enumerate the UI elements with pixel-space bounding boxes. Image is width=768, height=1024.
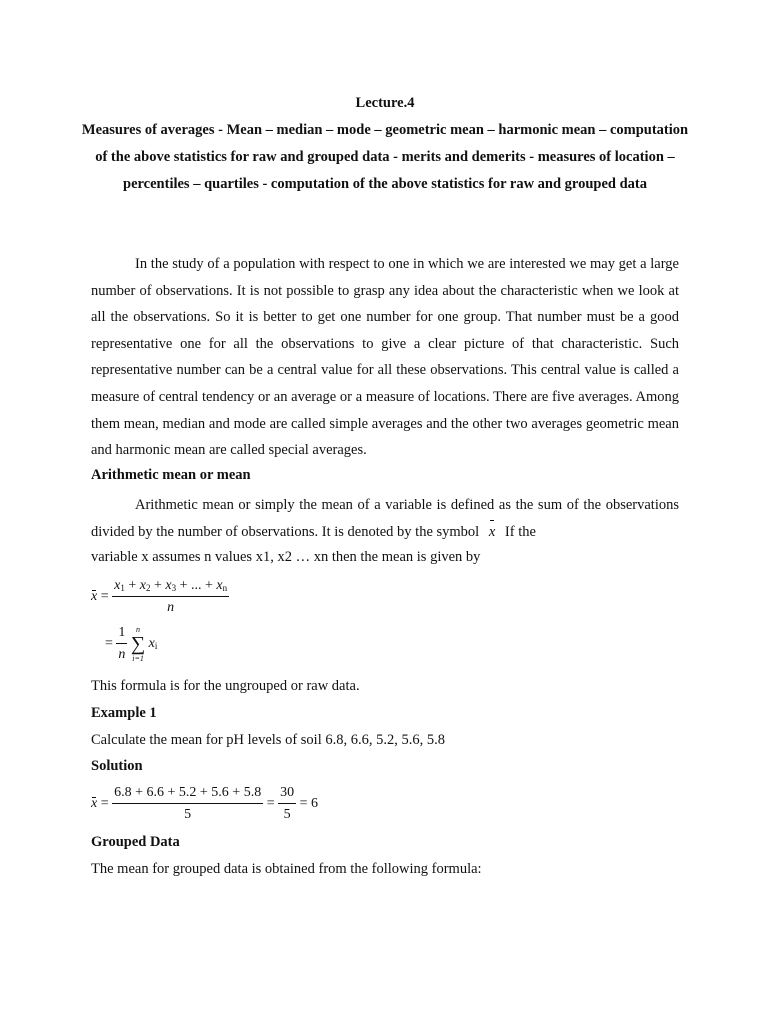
example1-question: Calculate the mean for pH levels of soil 6.8, 6.6, 5.2, 5.6, 5.8 — [91, 732, 445, 748]
formula-xbar: x — [91, 589, 98, 605]
lecture-title: Lecture.4 — [355, 95, 415, 111]
one-over-n: $\frac{1}{n}$ — [118, 625, 126, 662]
solution-xbar: x — [91, 796, 98, 812]
sigma-formula: = $\frac{1}{n}$ n ∑ i=1 $x_i$ — [105, 624, 158, 663]
definition-paragraph — [91, 492, 679, 545]
intro-paragraph — [91, 251, 679, 464]
mean-denominator: n — [167, 600, 175, 615]
mean-numerator: $x_1 + x_2 + x_3$ + ... + $x_n$ — [112, 578, 229, 597]
lecture-subtitle: Measures of averages - Mean – median – mode – geometric mean – harmonic mean – computation of the above statistics for raw and grouped data - merits and demerits - measures of location – percentiles – quartiles - computation of the above statistics for raw and grouped data — [81, 122, 689, 192]
solution-result: = 6 — [299, 796, 319, 812]
formula-note: This formula is for the ungrouped or raw data. — [91, 678, 360, 694]
intro-text: In the study of a population with respect to one in which we are interested we may get a large number of observations. It is not possible to grasp any idea about the characteristic when we look at all the observations. So it is better to get one number for one group. That number must be a good representative one for all the observations to give a clear picture of that characteristic. Such representative number can be a central value for all these observations. This central value is called a measure of central tendency or an average or a measure of locations. There are five averages. Among them mean, median and mode are called simple averages and the other two averages geometric mean and harmonic mean are called special averages. — [91, 256, 679, 459]
sigma-icon: n ∑ i=1 — [130, 624, 146, 663]
example1-heading: Example 1 — [91, 705, 157, 721]
solution-formula: x = $\frac{6.8 + 6.6 + 5.2 + 5.6 + 5.8}{5}$ = $\frac{30}{5}$ = 6 — [91, 785, 319, 822]
mean-fraction — [112, 578, 229, 616]
variable-line: variable x assumes n values x1, x2 … xn then the mean is given by — [91, 549, 481, 565]
mean-formula: x = $\frac{x_1 + x_2 + x_3 + ... + x_n}{n}$ — [91, 578, 228, 615]
definition-text: Arithmetic mean or simply the mean of a variable is defined as the sum of the observations divided by the number of observations. It is denoted by the symbol — [91, 497, 679, 540]
arithmetic-mean-heading: Arithmetic mean or mean — [91, 467, 251, 483]
solution-fraction-2: $\frac{30}{5}$ — [280, 785, 295, 822]
grouped-data-text: The mean for grouped data is obtained from the following formula: — [91, 861, 482, 877]
definition-tail: If the — [504, 523, 536, 540]
xbar-symbol: x — [489, 519, 495, 546]
solution-heading: Solution — [91, 758, 143, 774]
solution-fraction: $\frac{6.8 + 6.6 + 5.2 + 5.6 + 5.8}{5}$ — [114, 785, 262, 822]
grouped-data-heading: Grouped Data — [91, 834, 180, 850]
